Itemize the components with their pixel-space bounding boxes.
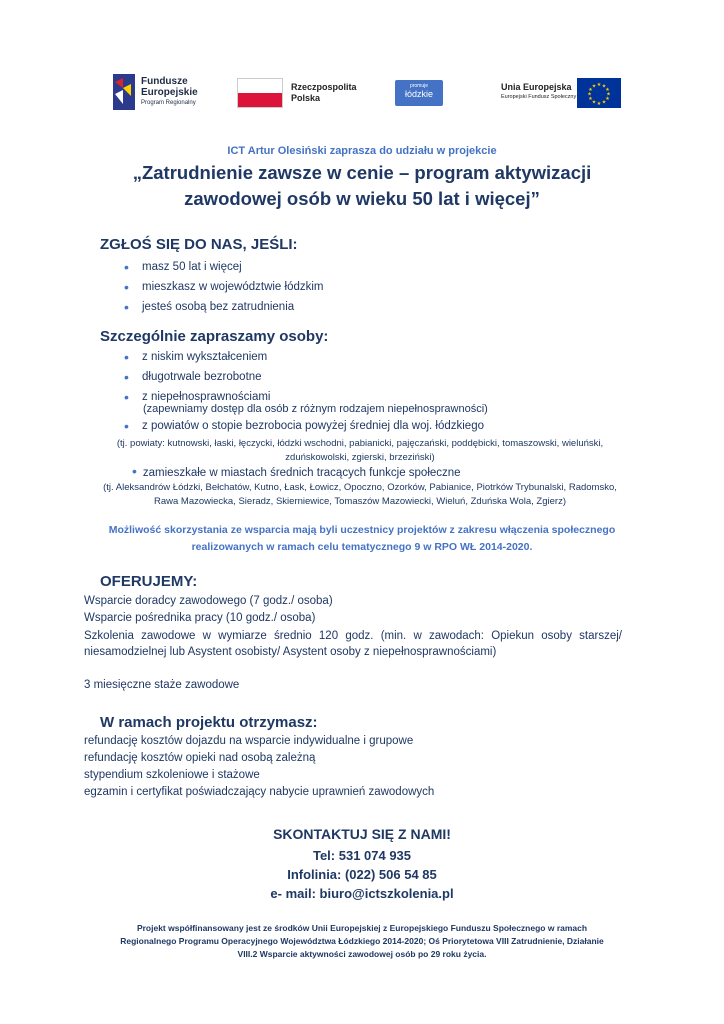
svg-text:★: ★ <box>606 91 611 98</box>
bullet-icon: • <box>132 463 137 479</box>
svg-text:★: ★ <box>605 96 610 102</box>
svg-text:★: ★ <box>588 87 593 93</box>
ue-line2: Europejski Fundusz Społeczny <box>501 94 577 100</box>
offer-heading: OFERUJEMY: <box>100 573 198 590</box>
fe-line2: Europejskie <box>141 87 198 98</box>
offer-line: 3 miesięczne staże zawodowe <box>84 679 240 691</box>
fe-line3: Program Regionalny <box>141 100 196 106</box>
cities-note-line2: Rawa Mazowiecka, Sieradz, Skierniewice, Tomaszów Mazowiecki, Wieluń, Zduńska Wola, Zgierz) <box>154 496 566 507</box>
possibility-note <box>80 522 644 556</box>
contact-infolinia: Infolinia: (022) 506 54 85 <box>287 867 437 882</box>
svg-text:★: ★ <box>601 83 607 90</box>
powiaty-note <box>70 437 650 465</box>
svg-text:★: ★ <box>596 82 602 88</box>
powiaty-note-line1: (tj. powiaty: kutnowski, łaski, łęczycki, łódzki wschodni, pabianicki, pajęczański, poddębicki, tomaszowski, wieluński, <box>116 438 604 449</box>
ue-line1: Unia Europejska <box>501 82 572 92</box>
list-item: • jesteś osobą bez zatrudnienia <box>122 297 324 317</box>
svg-text:★: ★ <box>588 96 593 102</box>
receive-heading: W ramach projektu otrzymasz: <box>100 714 318 731</box>
cities-note-line1: (tj. Aleksandrów Łódzki, Bełchatów, Kutno, Łask, Łowicz, Opoczno, Ozorków, Pabianice, Piotrków Trybunalski, Radomsko, <box>103 482 617 493</box>
svg-text:★: ★ <box>591 83 597 90</box>
list-item: • z niskim wykształceniem <box>122 347 270 367</box>
title-line2: zawodowej osób w wieku 50 lat i więcej” <box>184 188 540 209</box>
contact-heading: SKONTAKTUJ SIĘ Z NAMI! <box>273 826 451 842</box>
fe-line1: Fundusze <box>141 76 188 87</box>
rzeczpospolita-logo <box>237 72 367 114</box>
polish-flag-icon <box>237 78 283 108</box>
list-item: • mieszkasz w województwie łódzkim <box>122 277 324 297</box>
footer-line1: Projekt współfinansowany jest ze środków Unii Europejskiej z Europejskiego Funduszu Społecznego w ramach <box>136 923 588 933</box>
possibility-line2: realizowanych w ramach celu tematycznego 9 w RPO WŁ 2014-2020. <box>191 541 533 553</box>
possibility-line1: Możliwość skorzystania ze wsparcia mają byli uczestnicy projektów z zakresu włączenia społecznego <box>108 524 616 536</box>
cities-item-text: zamieszkałe w miastach średnich tracących funkcje społeczne <box>142 467 461 479</box>
svg-text:★: ★ <box>596 101 602 107</box>
title-line1: „Zatrudnienie zawsze w cenie – program aktywizacji <box>132 162 592 183</box>
contact-email: e- mail: biuro@ictszkolenia.pl <box>270 886 454 901</box>
invited-heading: Szczególnie zapraszamy osoby: <box>100 328 329 345</box>
fundusze-europejskie-logo <box>113 72 223 114</box>
intro-text: ICT Artur Olesiński zaprasza do udziału w projekcie <box>227 145 497 157</box>
svg-text:★: ★ <box>605 87 610 93</box>
receive-line: refundację kosztów opieki nad osobą zależną <box>84 752 316 764</box>
list-item: • masz 50 lat i więcej <box>122 257 324 277</box>
funding-footer <box>90 922 634 961</box>
powiaty-list <box>122 416 484 436</box>
receive-line: egzamin i certyfikat poświadczający nabycie uprawnień zawodowych <box>84 786 435 798</box>
footer-line3: VIII.2 Wsparcie aktywności zawodowej osób po 29 roku życia. <box>237 949 487 959</box>
svg-text:★: ★ <box>601 99 607 106</box>
lodz-big: łódzkie <box>404 89 433 99</box>
invited-list <box>122 347 270 407</box>
disability-note: (zapewniamy dostęp dla osób z różnym rodzajem niepełnosprawności) <box>143 403 488 415</box>
contact-tel: Tel: 531 074 935 <box>312 848 412 863</box>
receive-line: stypendium szkoleniowe i stażowe <box>84 769 260 781</box>
lodz-small: promuje <box>409 83 429 89</box>
eu-flag-icon <box>577 78 621 108</box>
cities-note <box>70 481 650 509</box>
eligibility-list <box>122 257 324 317</box>
list-item: • z niepełnosprawnościami <box>122 387 270 407</box>
unia-europejska-logo <box>501 72 623 114</box>
list-item: • z powiatów o stopie bezrobocia powyżej średniej dla woj. łódzkiego <box>122 416 484 436</box>
logo-bar <box>113 72 623 114</box>
footer-line2: Regionalnego Programu Operacyjnego Województwa Łódzkiego 2014-2020; Oś Priorytetowa VIII Zatrudnienie, Działanie <box>120 936 604 946</box>
offer-line: Wsparcie pośrednika pracy (10 godz./ osoba) <box>84 612 316 624</box>
rp-line1: Rzeczpospolita <box>291 82 357 92</box>
project-title <box>0 160 724 212</box>
list-item: • długotrwale bezrobotne <box>122 367 270 387</box>
offer-training: Szkolenia zawodowe w wymiarze średnio 120 godz. (min. w zawodach: Opiekun osoby starszej/ niesamodzielnej lub Asystent osobisty/ Asystent osoby z niepełnosprawnościami) <box>84 630 622 658</box>
svg-text:★: ★ <box>591 99 597 106</box>
cities-item <box>132 463 461 479</box>
fe-star-icon <box>113 74 135 110</box>
receive-line: refundację kosztów dojazdu na wsparcie indywidualne i grupowe <box>84 735 414 747</box>
offer-line: Wsparcie doradcy zawodowego (7 godz./ osoba) <box>84 595 333 607</box>
powiaty-note-line2: zduńskowolski, zgierski, brzeziński) <box>285 452 435 463</box>
svg-text:★: ★ <box>587 91 592 98</box>
rp-line2: Polska <box>291 93 321 103</box>
eligibility-heading: ZGŁOŚ SIĘ DO NAS, JEŚLI: <box>100 236 298 253</box>
lodzkie-logo <box>395 72 447 114</box>
